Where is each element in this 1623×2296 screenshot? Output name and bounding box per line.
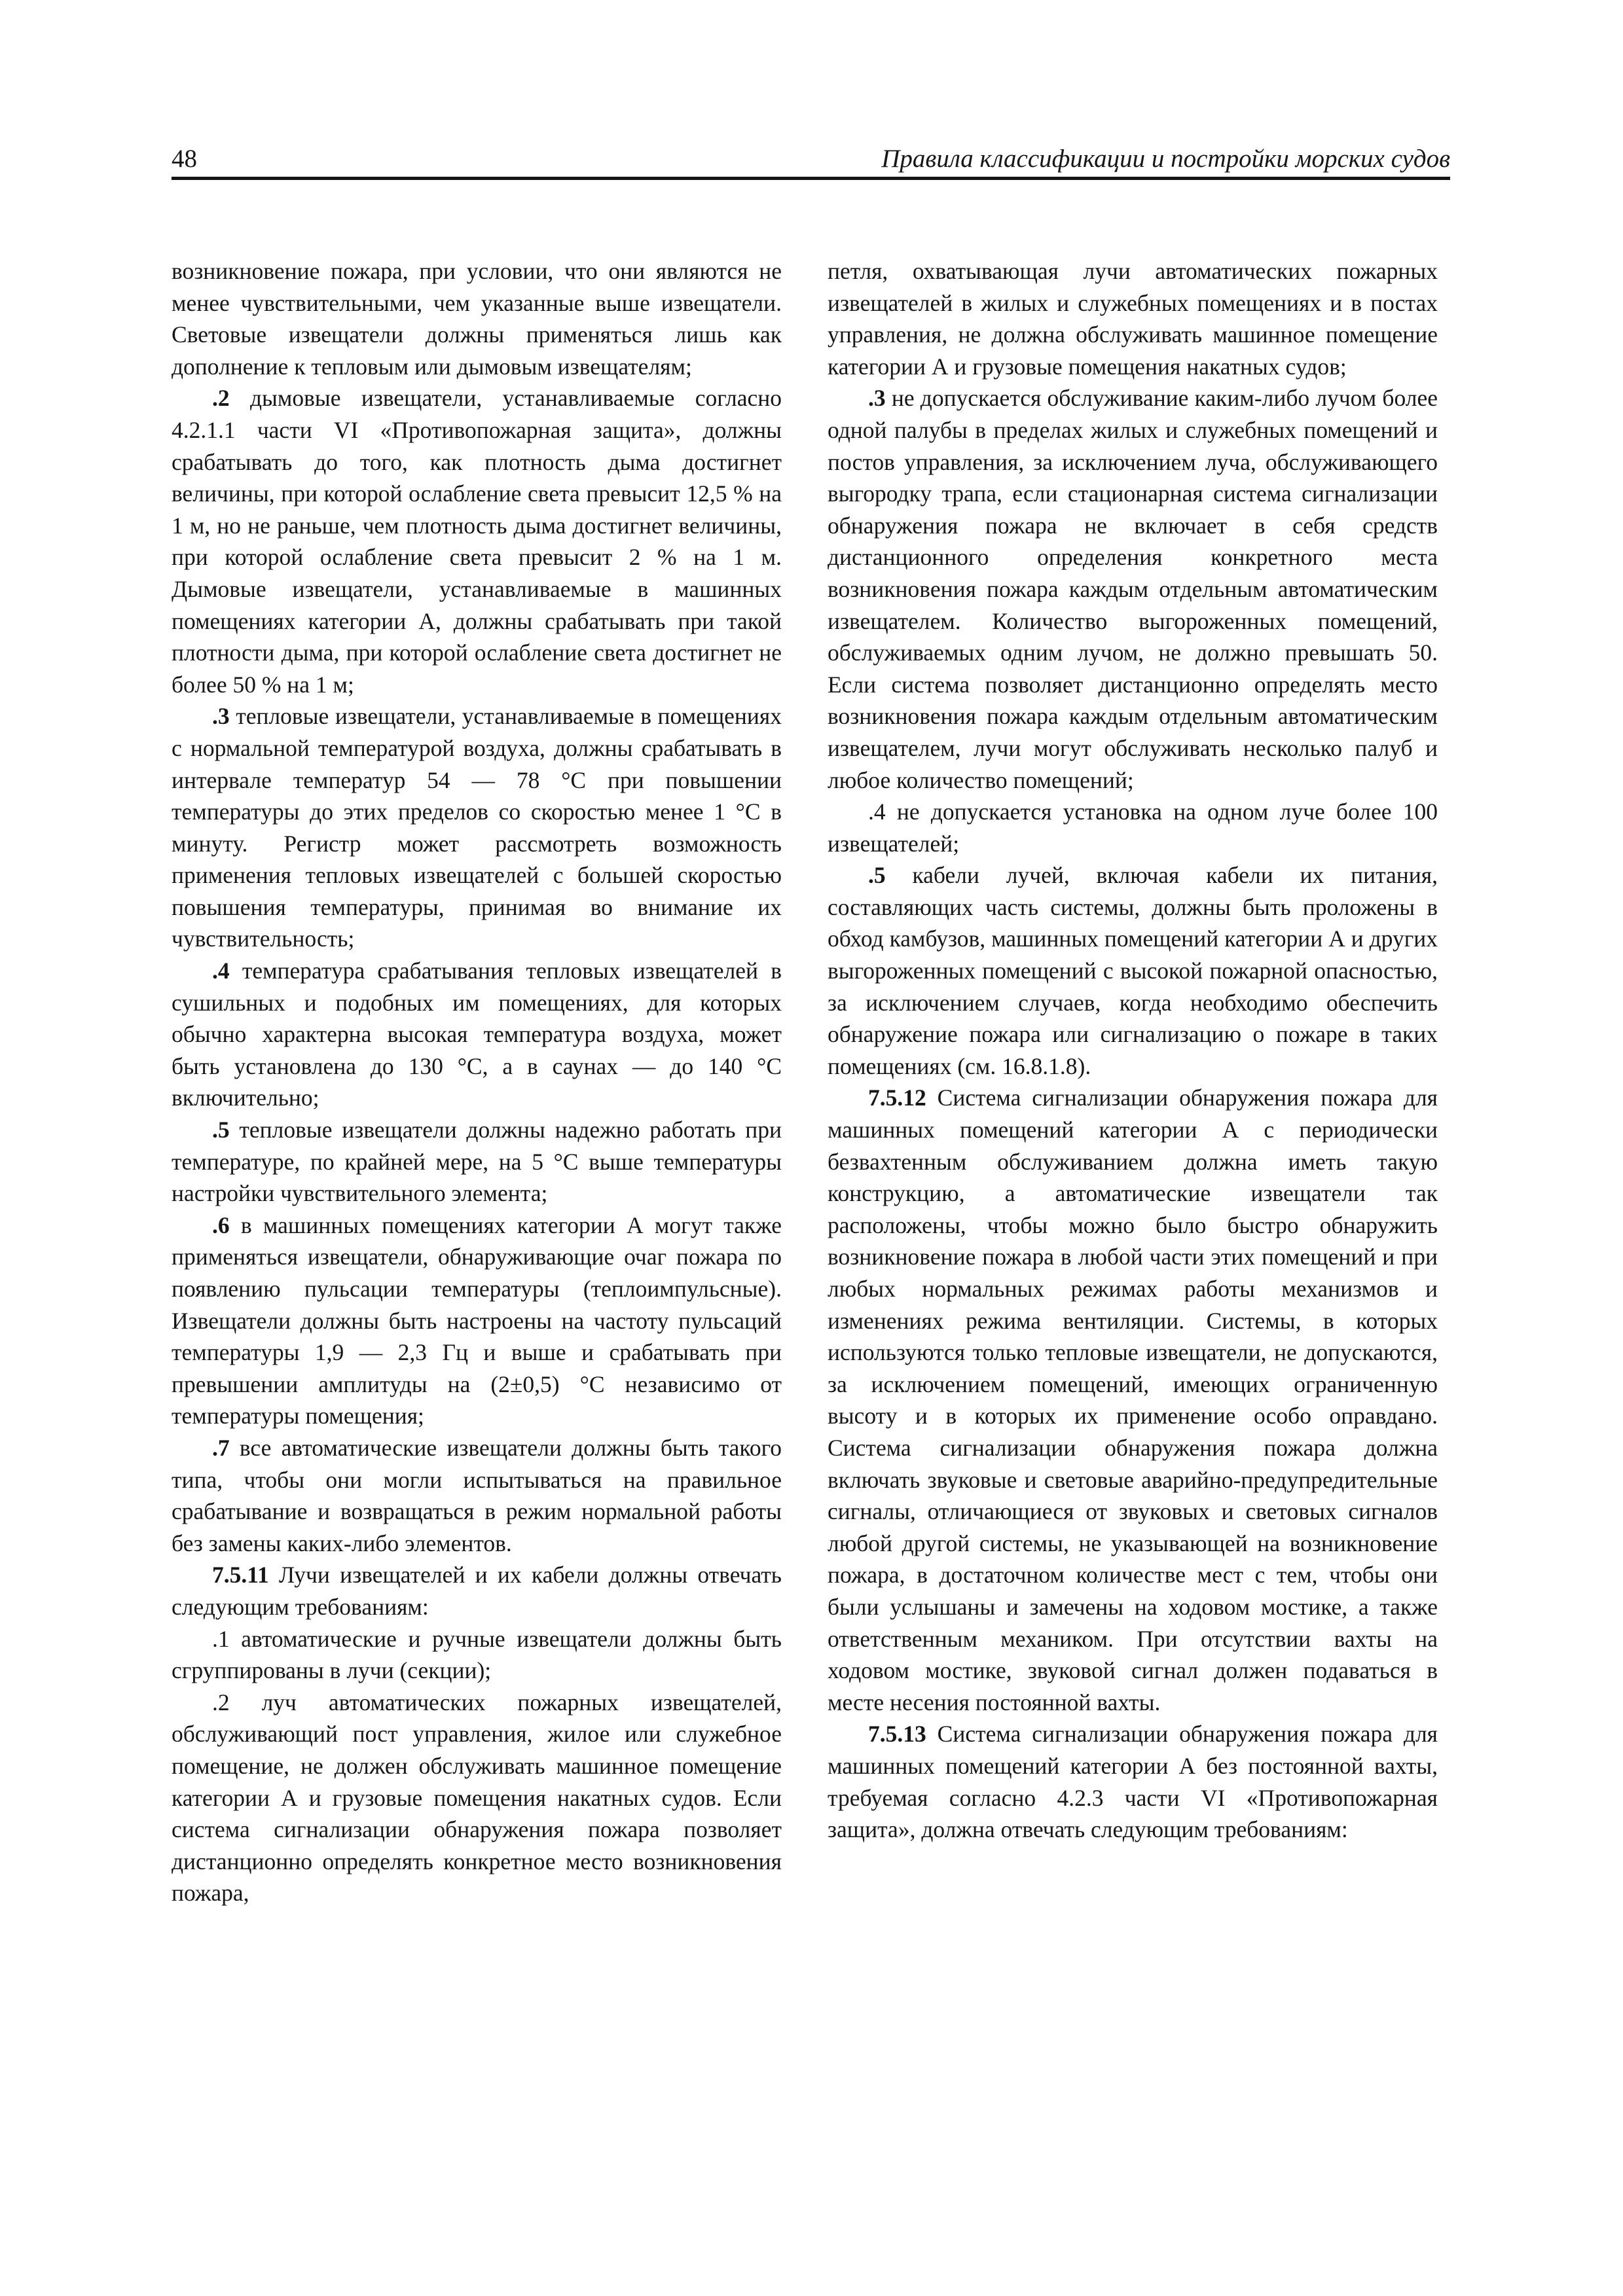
- paragraph-text: температура срабатывания тепловых извещателей в сушильных и подобных им помещениях, для которых обычно характерна высокая температура воздуха, может быть установлена до 130 °С, а в саунах — до 140 °С включительно;: [172, 958, 782, 1111]
- paragraph: [828, 859, 1438, 1082]
- item-number: .5: [868, 862, 886, 889]
- page-number: 48: [172, 145, 197, 173]
- item-number: .3: [212, 703, 230, 730]
- paragraph-text: Система сигнализации обнаружения пожара для машинных помещений категории А с периодически безвахтенным обслуживанием должна иметь такую конструкцию, а автоматические извещатели так расположены, чтобы можно было быстро обнаружить возникновение пожара в любой части этих помещений и при любых нормальных режимах работы механизмов и изменениях режима вентиляции. Системы, в которых используются только тепловые извещатели, не допускаются, за исключением помещений, имеющих ограниченную высоту и в которых их применение особо оправдано. Система сигнализации обнаружения пожара должна включать звуковые и световые аварийно-предупредительные сигналы, отличающиеся от звуковых и световых сигналов любой другой системы, не указывающей на возникновение пожара, в достаточном количестве мест с тем, чтобы они были услышаны и замечены на ходовом мостике, а также ответственным механиком. При отсутствии вахты на ходовом мостике, звуковой сигнал должен подаваться в месте несения постоянной вахты.: [828, 1085, 1438, 1715]
- paragraph: [172, 382, 782, 700]
- header-rule: [172, 177, 1450, 180]
- page-header: [172, 141, 1450, 180]
- section-number: 7.5.13: [868, 1721, 926, 1748]
- paragraph-text: тепловые извещатели, устанавливаемые в помещениях с нормальной температурой воздуха, должны срабатывать в интервале температур 54 — 78 °С при повышении температуры до этих пределов со скоростью менее 1 °С в минуту. Регистр может рассмотреть возможность применения тепловых извещателей с большей скоростью повышения температуры, принимая во внимание их чувствительность;: [172, 703, 782, 952]
- paragraph-text: не допускается обслуживание каким-либо лучом более одной палубы в пределах жилых и служебных помещений и постов управления, за исключением луча, обслуживающего выгородку трапа, если стационарная система сигнализации обнаружения пожара не включает в себя средств дистанционного определения конкретного места возникновения пожара каждым отдельным автоматическим извещателем. Количество выгороженных помещений, обслуживаемых одним лучом, не должно превышать 50. Если система позволяет дистанционно определять место возникновения пожара каждым отдельным автоматическим извещателем, лучи могут обслуживать несколько палуб и любое количество помещений;: [828, 385, 1438, 793]
- left-column: [172, 255, 782, 1909]
- section-number: 7.5.12: [868, 1085, 926, 1111]
- paragraph-text: Система сигнализации обнаружения пожара для машинных помещений категории А без постоянной вахты, требуемая согласно 4.2.3 части VI «Противопожарная защита», должна отвечать следующим требованиям:: [828, 1721, 1438, 1843]
- section-number: 7.5.11: [212, 1562, 269, 1588]
- paragraph: .1 автоматические и ручные извещатели должны быть сгруппированы в лучи (секции);: [172, 1625, 782, 1684]
- paragraph: [172, 1432, 782, 1559]
- paragraph-text: Лучи извещателей и их кабели должны отвечать следующим требованиям:: [172, 1562, 782, 1620]
- paragraph-text: в машинных помещениях категории А могут также применяться извещатели, обнаруживающие очаг пожара по появлению пульсации температуры (теплоимпульсные). Извещатели должны быть настроены на частоту пульсаций температуры 1,9 — 2,3 Гц и выше и срабатывать при превышении амплитуды на (2±0,5) °С независимо от температуры помещения;: [172, 1211, 782, 1429]
- paragraph: возникновение пожара, при условии, что они являются не менее чувствительными, чем указанные выше извещатели. Световые извещатели должны применяться лишь как дополнение к тепловым или дымовым извещателям;: [172, 258, 782, 380]
- section-paragraph: [828, 1082, 1438, 1718]
- paragraph-text: дымовые извещатели, устанавливаемые согласно 4.2.1.1 части VI «Противопожарная защита», должны срабатывать до того, как плотность дыма достигнет величины, при которой ослабление света превысит 12,5 % на 1 м, но не раньше, чем плотность дыма достигнет величины, при которой ослабление света превысит 2 % на 1 м. Дымовые извещатели, устанавливаемые в машинных помещениях категории А, должны срабатывать при такой плотности дыма, при которой ослабление света достигнет не более 50 % на 1 м;: [172, 385, 782, 698]
- paragraph: [172, 955, 782, 1114]
- paragraph-text: все автоматические извещатели должны быть такого типа, чтобы они могли испытываться на правильное срабатывание и возвращаться в режим нормальной работы без замены каких-либо элементов.: [172, 1434, 782, 1556]
- section-paragraph: [172, 1559, 782, 1623]
- paragraph-text: кабели лучей, включая кабели их питания, составляющих часть системы, должны быть проложены в обход камбузов, машинных помещений категории А и других выгороженных помещений с высокой пожарной опасностью, за исключением случаев, когда необходимо обеспечить обнаружение пожара или сигнализацию о пожаре в таких помещениях (см. 16.8.1.8).: [828, 862, 1438, 1079]
- running-title: Правила классификации и постройки морских судов: [881, 145, 1450, 173]
- paragraph: [172, 1114, 782, 1210]
- paragraph: [172, 1210, 782, 1432]
- paragraph: петля, охватывающая лучи автоматических пожарных извещателей в жилых и служебных помещениях и в постах управления, не должна обслуживать машинное помещение категории А и грузовые помещения накатных судов;: [828, 258, 1438, 380]
- item-number: .4: [212, 958, 230, 984]
- paragraph: .4 не допускается установка на одном луче более 100 извещателей;: [828, 798, 1438, 857]
- paragraph: [172, 700, 782, 955]
- paragraph: .2 луч автоматических пожарных извещателей, обслуживающий пост управления, жилое или служебное помещение, не должен обслуживать машинное помещение категории А и грузовые помещения накатных судов. Если система сигнализации обнаружения пожара позволяет дистанционно определять конкретное место возникновения пожара,: [172, 1689, 782, 1907]
- item-number: .7: [212, 1434, 230, 1461]
- paragraph-text: тепловые извещатели должны надежно работать при температуре, по крайней мере, на 5 °С выше температуры настройки чувствительного элемента;: [172, 1117, 782, 1207]
- item-number: .5: [212, 1117, 230, 1143]
- item-number: .2: [212, 385, 230, 412]
- section-paragraph: [828, 1718, 1438, 1845]
- item-number: .6: [212, 1211, 230, 1238]
- item-number: .3: [868, 385, 886, 412]
- paragraph: [828, 382, 1438, 796]
- right-column: [828, 255, 1438, 1846]
